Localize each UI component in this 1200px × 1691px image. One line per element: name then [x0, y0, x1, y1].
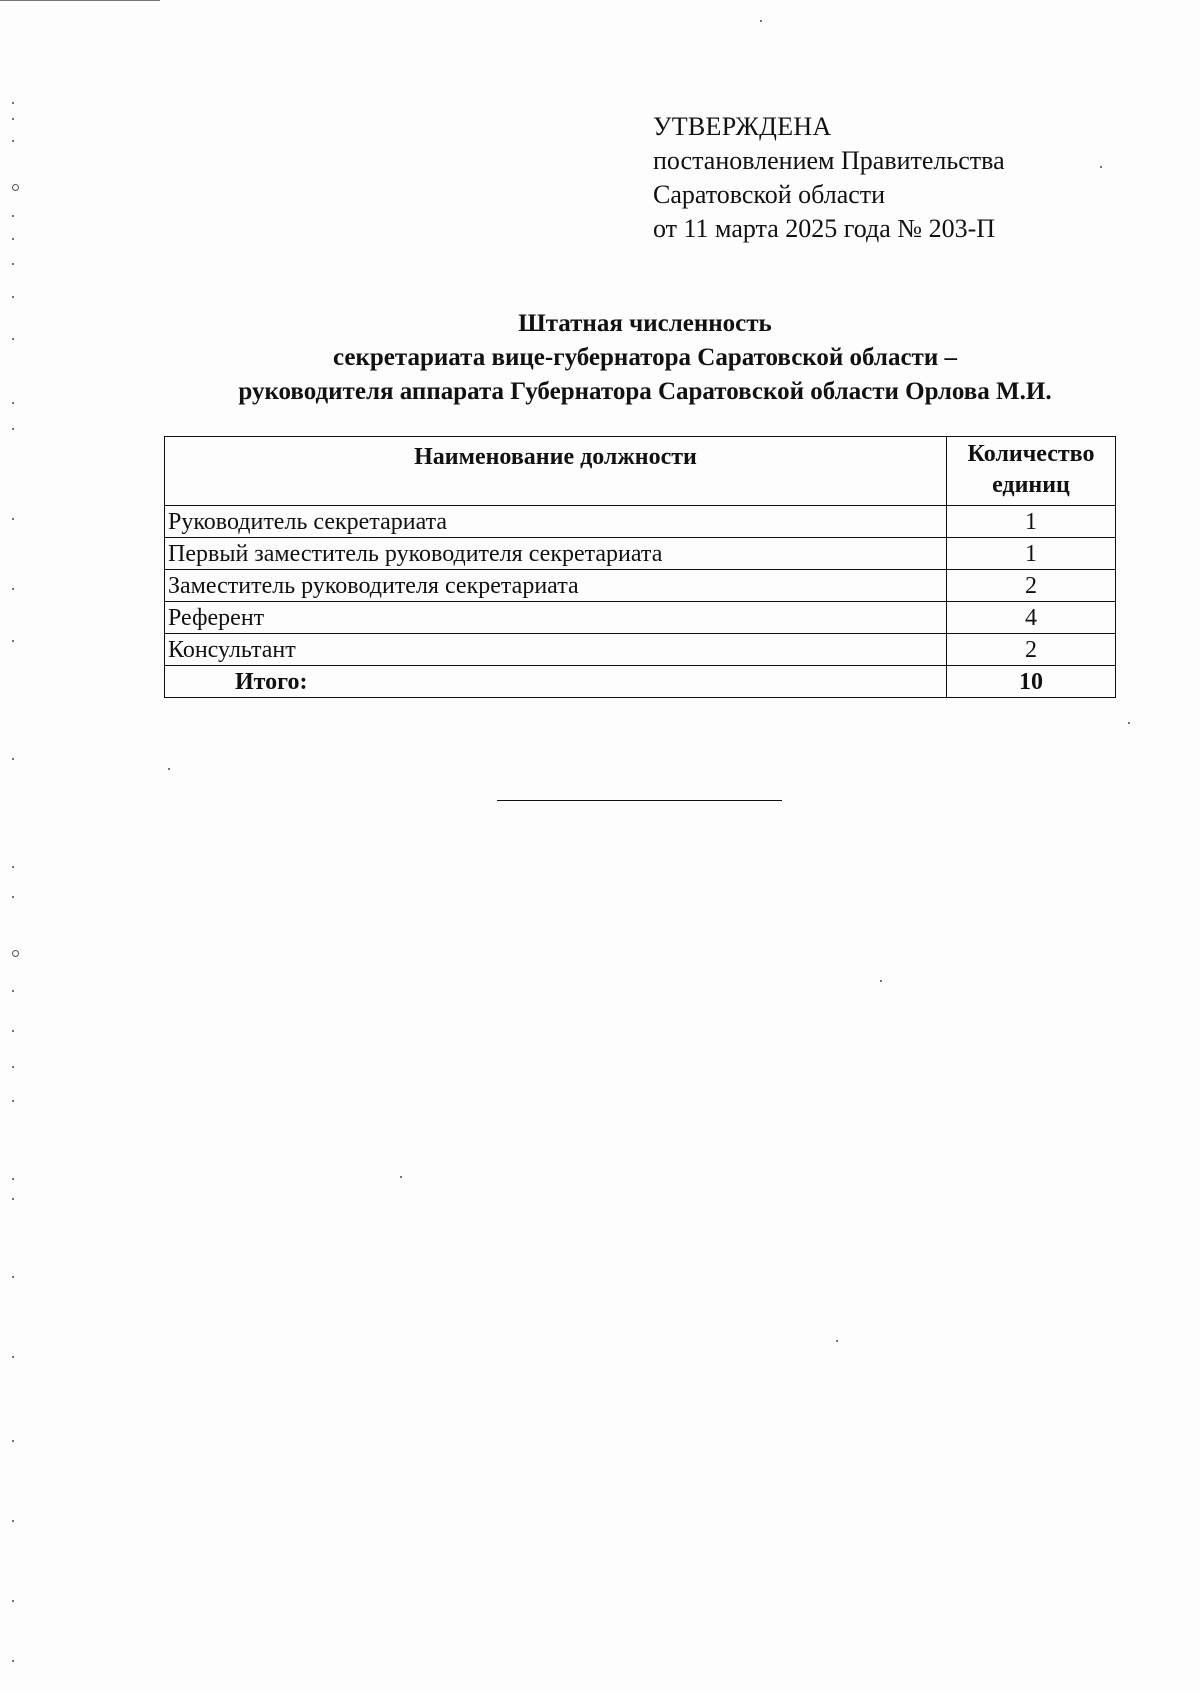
scan-speck — [12, 118, 14, 120]
scan-speck — [12, 990, 14, 992]
end-separator-line — [497, 800, 782, 801]
scan-speck — [12, 1356, 14, 1358]
scan-speck — [12, 640, 14, 642]
scan-speck — [12, 1030, 14, 1032]
scan-ring — [12, 950, 19, 957]
scan-edge-speckles — [8, 0, 12, 1691]
table-header-row — [165, 437, 1116, 506]
scan-speck — [880, 980, 882, 982]
table-row — [165, 634, 1116, 666]
quantity-cell: 4 — [947, 602, 1116, 634]
table-row — [165, 602, 1116, 634]
scan-speck — [12, 338, 14, 340]
approval-line-date: от 11 марта 2025 года № 203-П — [653, 214, 996, 243]
scan-speck — [12, 102, 14, 104]
position-cell: Первый заместитель руководителя секретариата — [165, 538, 947, 570]
staff-table — [164, 436, 1116, 698]
approval-stamp: УТВЕРЖДЕНА — [653, 112, 832, 141]
scan-speck — [836, 1340, 838, 1342]
scan-speck — [12, 140, 14, 142]
quantity-cell: 2 — [947, 634, 1116, 666]
header-position: Наименование должности — [165, 437, 947, 506]
total-label: Итого: — [165, 666, 947, 698]
scan-speck — [1100, 166, 1102, 168]
scan-speck — [12, 518, 14, 520]
scan-speck — [12, 588, 14, 590]
scan-speck — [12, 263, 14, 265]
scan-ring — [12, 184, 19, 191]
quantity-cell: 1 — [947, 506, 1116, 538]
scan-speck — [12, 896, 14, 898]
scan-speck — [12, 866, 14, 868]
scan-speck — [12, 1520, 14, 1522]
position-cell: Консультант — [165, 634, 947, 666]
scan-speck — [12, 1100, 14, 1102]
scan-speck — [12, 296, 14, 298]
scan-speck — [12, 1198, 14, 1200]
scan-speck — [12, 402, 14, 404]
position-cell: Референт — [165, 602, 947, 634]
scan-speck — [12, 1066, 14, 1068]
title-line-3: руководителя аппарата Губернатора Саратовской области Орлова М.И. — [238, 378, 1052, 405]
scan-speck — [12, 758, 14, 760]
scan-speck — [168, 768, 170, 770]
header-quantity-line-1: Количество — [967, 441, 1095, 467]
title-line-2: секретариата вице-губернатора Саратовской области – — [333, 344, 957, 371]
position-cell: Руководитель секретариата — [165, 506, 947, 538]
position-cell: Заместитель руководителя секретариата — [165, 570, 947, 602]
scan-speck — [12, 1178, 14, 1180]
approval-block — [653, 110, 1005, 246]
table-row — [165, 538, 1116, 570]
scan-speck — [1128, 722, 1130, 724]
approval-line-resolution: постановлением Правительства — [653, 146, 1005, 175]
scan-speck — [12, 428, 14, 430]
scan-speck — [12, 215, 14, 217]
header-quantity-line-2: единиц — [992, 472, 1070, 498]
scan-speck — [12, 238, 14, 240]
title-line-1: Штатная численность — [518, 310, 772, 337]
table-total-row — [165, 666, 1116, 698]
scan-top-edge — [0, 0, 160, 1]
table-row — [165, 570, 1116, 602]
document-title — [150, 307, 1140, 409]
scan-speck — [12, 1440, 14, 1442]
scan-speck — [12, 1276, 14, 1278]
table-row — [165, 506, 1116, 538]
quantity-cell: 2 — [947, 570, 1116, 602]
scan-speck — [400, 1176, 402, 1178]
scan-speck — [760, 20, 762, 22]
scan-speck — [12, 1600, 14, 1602]
quantity-cell: 1 — [947, 538, 1116, 570]
total-quantity: 10 — [947, 666, 1116, 698]
approval-line-region: Саратовской области — [653, 180, 886, 209]
header-quantity — [947, 437, 1116, 506]
scan-speck — [12, 1660, 14, 1662]
